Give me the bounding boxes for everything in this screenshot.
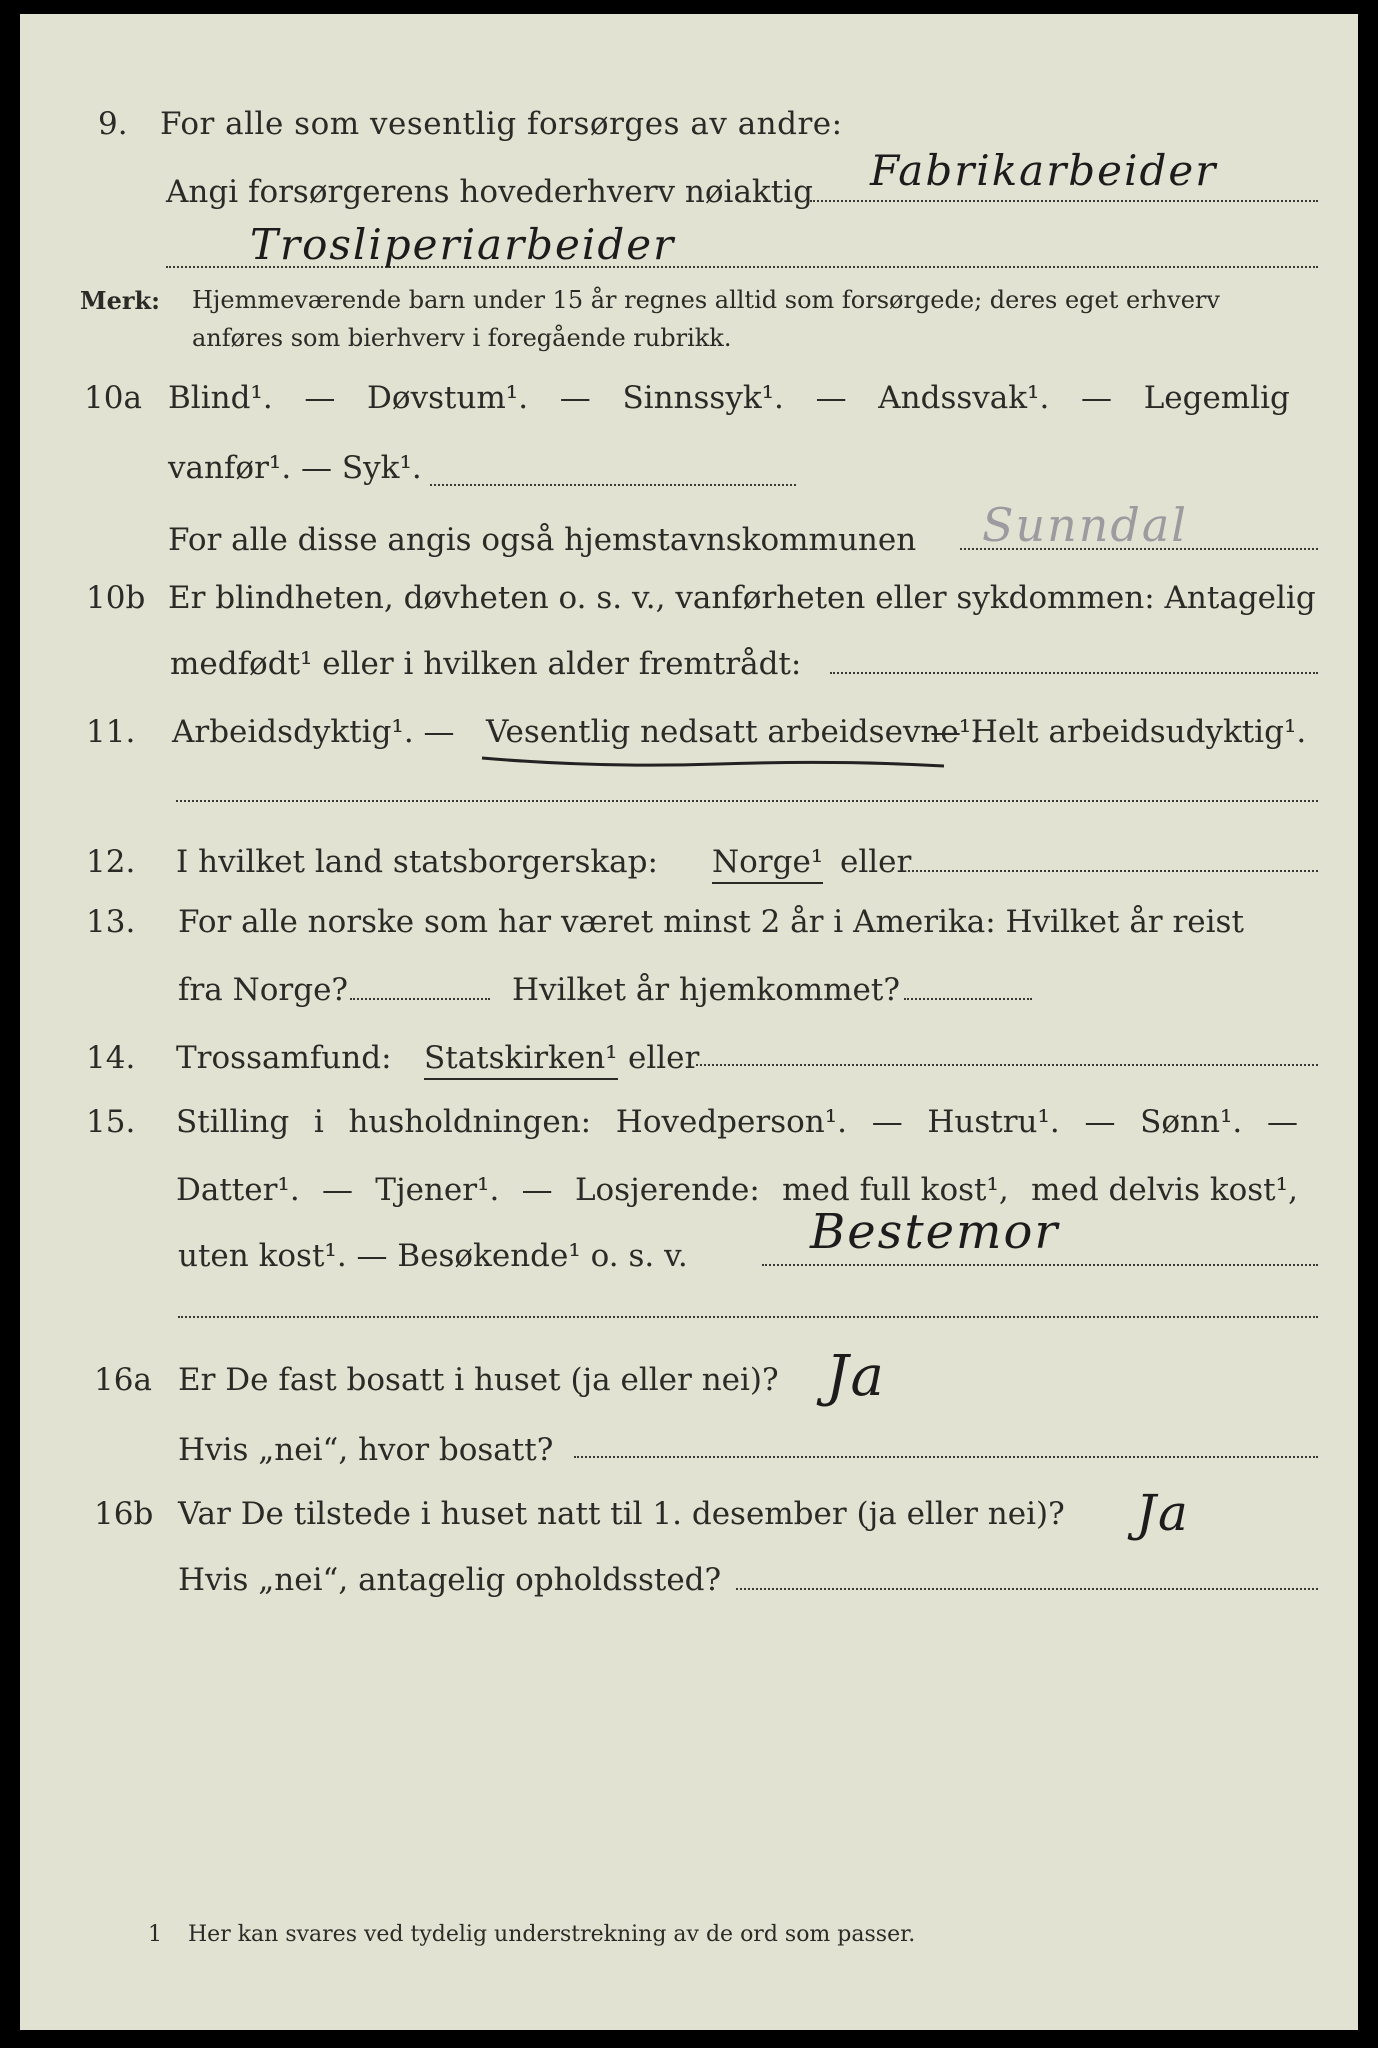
q9-text1: For alle som vesentlig forsørges av andre: xyxy=(160,106,843,142)
q10b-answer-line xyxy=(830,672,1318,674)
q10b-text1: Er blindheten, døvheten o. s. v., vanførheten eller sykdommen: Antagelig xyxy=(168,580,1316,616)
q14-eller: eller xyxy=(628,1040,700,1076)
q16a-text1: Er De fast bosatt i huset (ja eller nei)? xyxy=(178,1362,779,1398)
q10a-dash: — xyxy=(304,380,336,416)
q15-dash: — xyxy=(322,1172,353,1208)
merk-text1: Hjemmeværende barn under 15 år regnes alltid som forsørgede; deres eget erhverv xyxy=(192,286,1220,314)
q15-opt-full-kost: med full kost¹, xyxy=(782,1172,1009,1208)
q10a-text2: vanfør¹. — Syk¹. xyxy=(168,450,422,486)
q12-answer-line xyxy=(908,870,1318,872)
q10a-opt-andssvak: Andssvak¹. xyxy=(878,380,1050,416)
q11-number: 11. xyxy=(86,714,136,750)
q14-text: Trossamfund: xyxy=(176,1040,392,1076)
q11-handwritten-underline xyxy=(478,744,948,774)
q9-answer-line xyxy=(810,200,1318,202)
q10b-text2: medfødt¹ eller i hvilken alder fremtrådt: xyxy=(170,646,802,682)
q12-number: 12. xyxy=(86,844,136,880)
q15-text3: uten kost¹. — Besøkende¹ o. s. v. xyxy=(178,1238,688,1274)
q12-norge-underlined: Norge¹ xyxy=(712,844,823,884)
q12-eller: eller xyxy=(840,844,912,880)
q15-opt-hustru: Hustru¹. xyxy=(927,1104,1060,1140)
q14-answer-line xyxy=(696,1064,1318,1066)
census-form-page xyxy=(20,14,1358,2030)
q12-text: I hvilket land statsborgerskap: xyxy=(176,844,658,880)
q15-number: 15. xyxy=(86,1104,136,1140)
merk-label: Merk: xyxy=(80,286,160,315)
q15-word: husholdningen: xyxy=(348,1104,592,1140)
q10b-number: 10b xyxy=(86,580,146,616)
q10a-dash: — xyxy=(559,380,591,416)
q15-opt-datter: Datter¹. xyxy=(176,1172,300,1208)
q15-answer-handwritten: Bestemor xyxy=(810,1204,1060,1260)
q15-options-1 xyxy=(176,1104,1298,1140)
footnote-mark: 1 xyxy=(148,1922,162,1947)
q9-answer-handwritten: Fabrikarbeider xyxy=(870,146,1218,195)
q16a-answer-handwritten: Ja xyxy=(826,1344,886,1409)
q15-answer-line xyxy=(762,1264,1318,1266)
footnote-text: Her kan svares ved tydelig understrekning av de ord som passer. xyxy=(188,1922,916,1947)
q10a-opt-sinnssyk: Sinnssyk¹. xyxy=(622,380,784,416)
q9-number: 9. xyxy=(98,106,128,142)
q10a-number: 10a xyxy=(84,380,142,416)
q15-dash: — xyxy=(871,1104,903,1140)
q15-opt-hovedperson: Hovedperson¹. xyxy=(615,1104,848,1140)
q14-statskirken-underlined: Statskirken¹ xyxy=(424,1040,618,1080)
q13-year-returned-line xyxy=(904,998,1032,1000)
q16b-text2: Hvis „nei“, antagelig opholdssted? xyxy=(178,1562,722,1598)
q11-part3: — Helt arbeidsudyktig¹. xyxy=(930,714,1307,750)
q11-answer-line xyxy=(176,800,1318,802)
q16b-answer-line xyxy=(736,1588,1318,1590)
q15-opt-losjerende: Losjerende: xyxy=(574,1172,760,1208)
q10a-dash: — xyxy=(815,380,847,416)
q15-dash: — xyxy=(521,1172,553,1208)
q10a-opt-legemlig: Legemlig xyxy=(1143,380,1290,416)
q16a-number: 16a xyxy=(94,1362,152,1398)
q11-part1: Arbeidsdyktig¹. — xyxy=(172,714,455,750)
q15-opt-tjener: Tjener¹. xyxy=(375,1172,500,1208)
q10a-dash: — xyxy=(1081,380,1113,416)
q9-text2: Angi forsørgerens hovederhverv nøiaktig xyxy=(166,174,813,210)
q10a-answer-handwritten: Sunndal xyxy=(982,498,1188,552)
q9-answer2-handwritten: Trosliperiarbeider xyxy=(250,220,676,269)
q15-word: i xyxy=(313,1104,324,1140)
q13-text2a: fra Norge? xyxy=(178,972,349,1008)
q16b-answer-handwritten: Ja xyxy=(1136,1484,1190,1542)
q15-dash: — xyxy=(1084,1104,1116,1140)
q15-dash: — xyxy=(1266,1104,1298,1140)
q14-number: 14. xyxy=(86,1040,136,1076)
q13-year-left-line xyxy=(350,998,490,1000)
q10a-text3: For alle disse angis også hjemstavnskommunen xyxy=(168,522,917,558)
q13-text2b: Hvilket år hjemkommet? xyxy=(512,972,900,1008)
q10a-syk-line xyxy=(430,484,796,486)
q16a-text2: Hvis „nei“, hvor bosatt? xyxy=(178,1432,554,1468)
q16b-number: 16b xyxy=(94,1496,154,1532)
q10a-opt-dovstum: Døvstum¹. xyxy=(367,380,529,416)
q10a-options xyxy=(168,380,1290,416)
q15-options-2 xyxy=(176,1172,1298,1208)
q11-part2: Vesentlig nedsatt arbeidsevne¹. xyxy=(486,714,982,750)
q16b-text1: Var De tilstede i huset natt til 1. desember (ja eller nei)? xyxy=(178,1496,1065,1532)
q13-number: 13. xyxy=(86,904,136,940)
q15-word: Stilling xyxy=(176,1104,290,1140)
q15-opt-delvis-kost: med delvis kost¹, xyxy=(1031,1172,1298,1208)
q16a-answer-line xyxy=(574,1456,1318,1458)
q10a-opt-blind: Blind¹. xyxy=(168,380,273,416)
q13-text1: For alle norske som har været minst 2 år i Amerika: Hvilket år reist xyxy=(178,904,1244,940)
merk-text2: anføres som bierhverv i foregående rubrikk. xyxy=(192,324,732,352)
q15-answer-line2 xyxy=(178,1316,1318,1318)
q15-opt-sonn: Sønn¹. xyxy=(1140,1104,1243,1140)
